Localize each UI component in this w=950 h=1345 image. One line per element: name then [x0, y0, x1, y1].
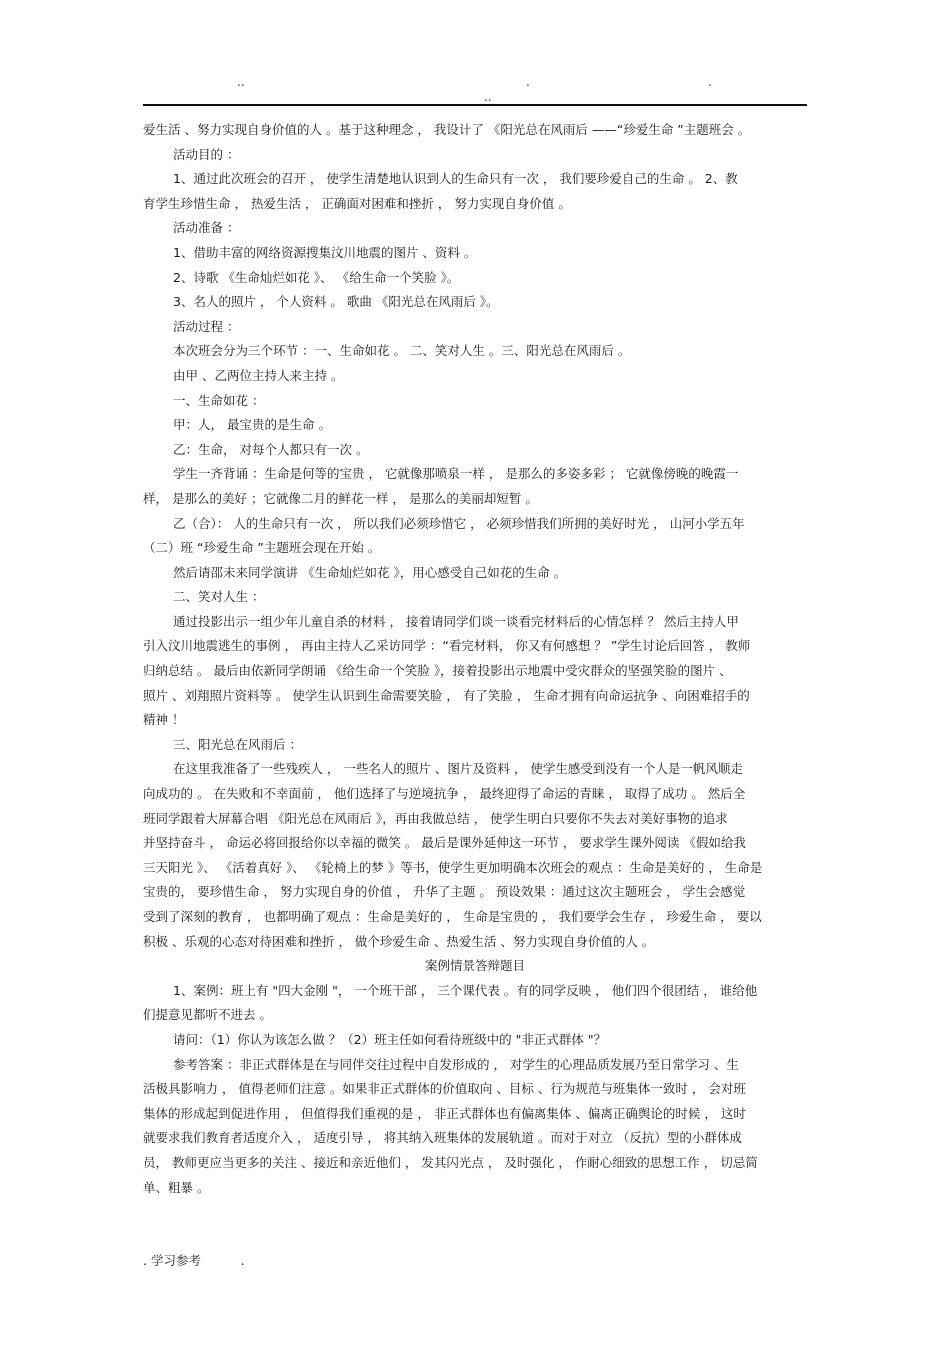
paragraph-line: 2、诗歌 《生命灿烂如花 》、 《给生命一个笑脸 》。 [173, 269, 460, 285]
header-mark-middle: . [526, 75, 530, 89]
header-rule [143, 104, 807, 106]
paragraph-line: 归纳总结 。 最后由依新同学朗诵 《给生命一个笑脸 》，接着投影出示地震中受灾群众的坚强笑脸的图片 、 [143, 663, 732, 679]
section-heading: 活动目的 ： [173, 146, 240, 162]
paragraph-line: 甲：人， 最宝贵的是生命 。 [173, 417, 331, 433]
paragraph-line: 三天阳光 》、 《活着真好 》、 《轮椅上的梦 》等书，使学生更加明确本次班会的观点 ：生命是美好的 ， 生命是 [143, 859, 763, 875]
paragraph-line: 活极具影响力 ， 值得老师们注意 。如果非正式群体的价值取向 、目标 、行为规范与班集体一致时 ， 会对班 [143, 1081, 746, 1097]
paragraph-line: 引入汶川地震逃生的事例 ， 再由主持人乙采访同学 ：“看完材料， 你又有何感想 ？ ”学生讨论后回答 ， 教师 [143, 638, 751, 654]
paragraph-line: 乙：生命， 对每个人都只有一次 。 [173, 441, 369, 457]
paragraph-line: 员， 教师更应当更多的关注 、接近和亲近他们 ， 发其闪光点 ， 及时强化 ， 作耐心细致的思想工作 ， 切忌简 [143, 1154, 758, 1170]
header-mark-right: . [708, 75, 712, 89]
paragraph-line: 在这里我准备了一些残疾人 ， 一些名人的照片 、图片及资料 ， 使学生感受到没有一个人是一帆风顺走 [173, 761, 743, 777]
paragraph-line: 并坚持奋斗 ， 命运必将回报给你以幸福的微笑 。 最后是课外延伸这一环节 ， 要求学生课外阅读 《假如给我 [143, 835, 746, 851]
paragraph-line: 就要求我们教育者适度介入 ， 适度引导 ， 将其纳入班集体的发展轨道 。而对于对立 （反抗）型的小群体成 [143, 1130, 742, 1146]
section-heading: 活动过程 ： [173, 318, 240, 334]
paragraph-line: 向成功的 。 在失败和不幸面前 ， 他们选择了与逆境抗争 ， 最终迎得了命运的青睐 ， 取得了成功 。 然后全 [143, 786, 746, 802]
paragraph-line: 积极 、乐观的心态对待困难和挫折 ， 做个珍爱生命 、热爱生活 、努力实现自身价值的人 。 [143, 933, 655, 949]
paragraph-line: 们提意见都听不进去 。 [143, 1007, 272, 1023]
paragraph-line: （二）班 “珍爱生命 ”主题班会现在开始 。 [143, 540, 381, 556]
paragraph-line: 1、案例：班上有 "四大金刚 "， 一个班干部 ， 三个课代表 。有的同学反映 ， 他们四个很团结 ， 谁给他 [173, 982, 758, 998]
page-footer: . 学习参考 . [143, 1253, 245, 1268]
paragraph-line: 学生一齐背诵 ：生命是何等的宝贵 ， 它就像那喷泉一样 ， 是那么的多姿多彩 ； 它就像傍晚的晚霞一 [173, 466, 739, 482]
header-mark-left: .. [237, 75, 245, 89]
paragraph-line: 集体的形成起到促进作用 ， 但值得我们重视的是 ， 非正式群体也有偏离集体 、偏离正确舆论的时候 ， 这时 [143, 1105, 746, 1121]
paragraph-line: 照片 、刘翔照片资料等 。 使学生认识到生命需要笑脸 ， 有了笑脸 ， 生命才拥有向命运抗争 、向困难招手的 [143, 687, 750, 703]
paragraph-line: 然后请邵未来同学演讲 《生命灿烂如花 》，用心感受自己如花的生命 。 [173, 564, 567, 580]
header-mark-under: .. [484, 90, 492, 104]
paragraph-line: 3、名人的照片 ， 个人资料 。 歌曲 《阳光总在风雨后 》。 [173, 294, 499, 310]
paragraph-line: 样， 是那么的美好 ；它就像二月的鲜花一样 ， 是那么的美丽却短暂 。 [143, 490, 538, 506]
section-heading: 二、笑对人生 ： [173, 589, 265, 605]
paragraph-line: 请问：（1）你认为该怎么做 ？（2）班主任如何看待班级中的 "非正式群体 "？ [173, 1031, 607, 1047]
paragraph-line: 参考答案 ：非正式群体是在与同伴交往过程中自发形成的 ， 对学生的心理品质发展乃至日常学习 、生 [173, 1056, 739, 1072]
paragraph-line: 精神 ！ [143, 712, 185, 728]
paragraph-line: 1、通过此次班会的召开 ， 使学生清楚地认识到人的生命只有一次 ， 我们要珍爱自己的生命 。 2、教 [173, 171, 738, 187]
paragraph-line: 爱生活 、努力实现自身价值的人 。基于这种理念 ， 我设计了 《阳光总在风雨后 ——“珍爱生命 ”主题班会 。 [143, 122, 751, 137]
paragraph-line: 本次班会分为三个环节 ：一、生命如花 。 二、笑对人生 。三、阳光总在风雨后 。 [173, 343, 631, 359]
paragraph-line: 通过投影出示一组少年儿童自杀的材料 ， 接着请同学们谈一谈看完材料后的心情怎样 ？ 然后主持人甲 [173, 613, 739, 629]
paragraph-line: 1、借助丰富的网络资源搜集汶川地震的图片 、资料 。 [173, 244, 477, 260]
paragraph-line: 宝贵的， 要珍惜生命 ， 努力实现自身的价值 ， 升华了主题 。 预设效果 ：通过这次主题班会 ， 学生会感觉 [143, 884, 746, 900]
section-heading: 三、阳光总在风雨后 ： [173, 736, 302, 752]
paragraph-line: 班同学跟着大屏幕合唱 《阳光总在风雨后 》，再由我做总结 ， 使学生明白只要你不失去对美好事物的追求 [143, 810, 728, 826]
paragraph-line: 乙（合）： 人的生命只有一次 ， 所以我们必须珍惜它 ， 必须珍惜我们所拥的美好时光 ， 山河小学五年 [173, 515, 745, 531]
paragraph-line: 单、粗暴 。 [143, 1179, 210, 1195]
section-heading: 活动准备 ： [173, 220, 240, 236]
paragraph-line: 育学生珍惜生命 ， 热爱生活 ， 正确面对困难和挫折 ， 努力实现自身价值 。 [143, 195, 571, 211]
paragraph-line: 由甲 、乙两位主持人来主持 。 [173, 367, 344, 383]
paragraph-line: 受到了深刻的教育 ， 也都明确了观点 ：生命是美好的 ， 生命是宝贵的 ， 我们要学会生存 ， 珍爱生命 ， 要以 [143, 909, 762, 924]
document-body [143, 118, 807, 1200]
section-title: 案例情景答辩题目 [424, 958, 525, 974]
section-heading: 一、生命如花 ： [173, 392, 265, 408]
